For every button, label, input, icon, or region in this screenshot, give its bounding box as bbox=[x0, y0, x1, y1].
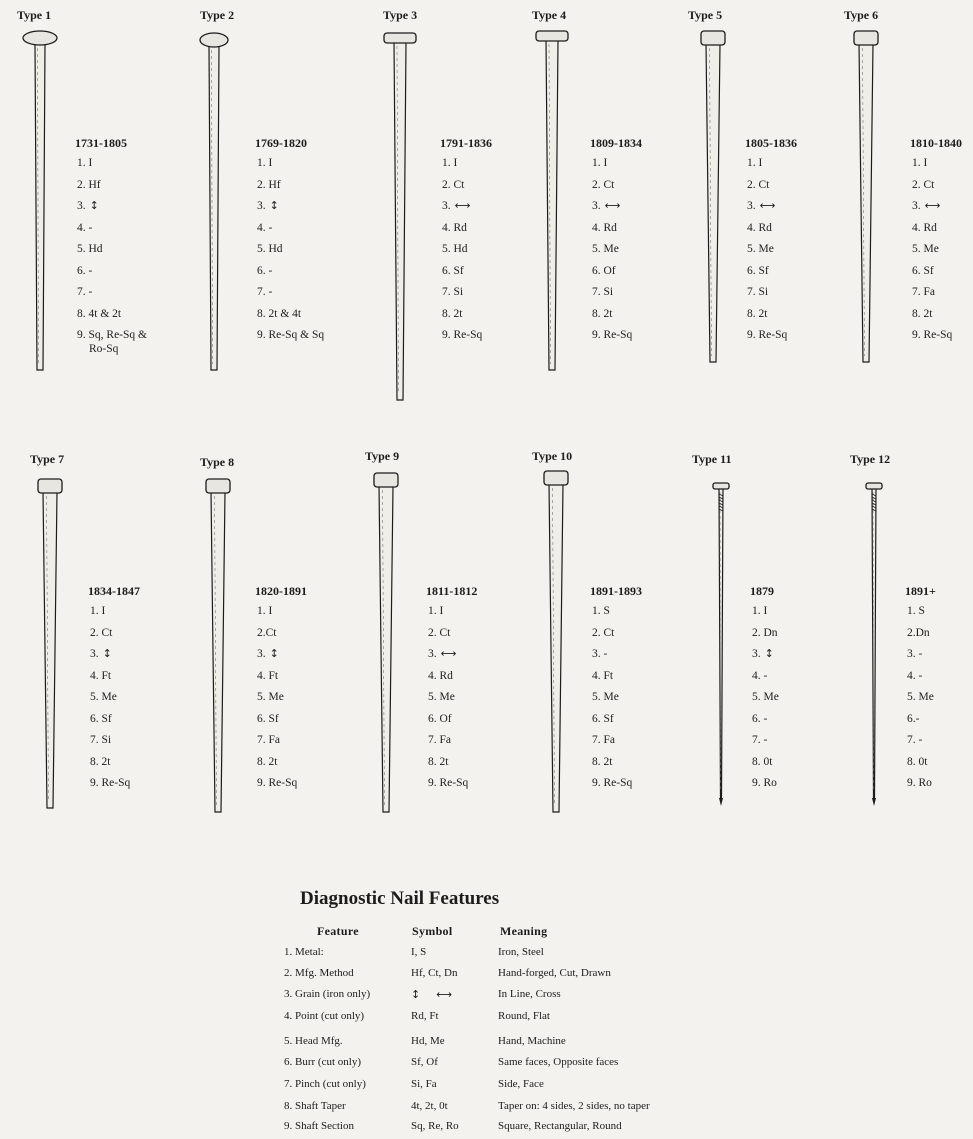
feature-code: 6. - bbox=[257, 264, 273, 277]
nail-head bbox=[713, 483, 729, 489]
feature-code: 7. Fa bbox=[428, 734, 451, 746]
feature-code: 4. - bbox=[907, 669, 923, 682]
date-range: 1891-1893 bbox=[590, 584, 642, 598]
feature-code: 7. - bbox=[77, 286, 93, 298]
date-range: 1769-1820 bbox=[255, 136, 307, 150]
feature-code: 8. 0t bbox=[752, 755, 773, 768]
type-label: Type 10 bbox=[532, 449, 573, 463]
date-range: 1820-1891 bbox=[255, 584, 307, 598]
in-line-grain-arrow-icon: ↕ bbox=[411, 988, 421, 1001]
legend-feature: 7. Pinch (cut only) bbox=[284, 1078, 366, 1090]
feature-code: 6. Sf bbox=[442, 264, 464, 277]
feature-code: 5. Me bbox=[592, 243, 619, 255]
feature-code: 6. Of bbox=[592, 264, 616, 277]
nail-drawing bbox=[526, 470, 586, 822]
type-label: Type 1 bbox=[17, 8, 52, 22]
type-label: Type 12 bbox=[850, 452, 891, 466]
nail-drawing bbox=[522, 30, 582, 380]
nail-drawing bbox=[184, 32, 244, 380]
legend-symbol: Rd, Ft bbox=[411, 1010, 439, 1022]
nail-drawing bbox=[691, 482, 751, 808]
nail-head bbox=[374, 473, 398, 487]
legend-meaning: Hand, Machine bbox=[498, 1035, 566, 1047]
feature-code: 8. 4t & 2t bbox=[77, 307, 122, 320]
feature-code: 2. Ct bbox=[442, 178, 465, 191]
legend-feature: 6. Burr (cut only) bbox=[284, 1056, 361, 1068]
legend-symbol: Hf, Ct, Dn bbox=[411, 967, 458, 979]
nail-head bbox=[206, 479, 230, 493]
nail-drawing bbox=[683, 30, 743, 372]
legend-title: Diagnostic Nail Features bbox=[300, 888, 500, 909]
feature-code: 2. Ct bbox=[428, 626, 451, 639]
type-label: Type 5 bbox=[688, 8, 723, 22]
legend-meaning: Same faces, Opposite faces bbox=[498, 1056, 619, 1068]
date-range: 1834-1847 bbox=[88, 584, 140, 598]
feature-code: 1. I bbox=[912, 157, 928, 169]
legend-header-symbol: Symbol bbox=[412, 924, 453, 938]
legend-symbol: Sf, Of bbox=[411, 1056, 438, 1068]
feature-code: 7. - bbox=[907, 734, 923, 746]
feature-code: 6. - bbox=[77, 264, 93, 277]
cross-grain-arrow-icon: ⟷ bbox=[924, 199, 941, 212]
nail-head bbox=[384, 33, 416, 43]
feature-code: 3.⟷ bbox=[592, 199, 621, 212]
legend-feature: 3. Grain (iron only) bbox=[284, 988, 371, 1000]
feature-code: 7. Si bbox=[90, 734, 112, 746]
nail-shaft bbox=[719, 488, 723, 798]
feature-code: 8. 2t bbox=[592, 755, 613, 768]
nail-head bbox=[544, 471, 568, 485]
date-range: 1810-1840 bbox=[910, 136, 962, 150]
feature-code: 2. Ct bbox=[592, 178, 615, 191]
legend-feature: 2. Mfg. Method bbox=[284, 967, 354, 979]
feature-code: 4. Rd bbox=[442, 221, 467, 234]
feature-code: 2. Ct bbox=[90, 626, 113, 639]
feature-code: 8. 2t bbox=[912, 307, 933, 320]
feature-code: 3.⟷ bbox=[428, 647, 457, 660]
nail-head bbox=[536, 31, 568, 41]
feature-code: 5. Hd bbox=[442, 243, 468, 255]
date-range: 1731-1805 bbox=[75, 136, 127, 150]
type-label: Type 4 bbox=[532, 8, 567, 22]
feature-code: 1. S bbox=[592, 605, 610, 617]
feature-code: 8. 2t bbox=[257, 755, 278, 768]
feature-code: 5. Me bbox=[592, 691, 619, 703]
feature-code: 9. Re-Sq bbox=[592, 329, 633, 341]
legend-symbol: I, S bbox=[411, 946, 427, 958]
feature-code: 3.↕ bbox=[90, 647, 112, 660]
feature-code: 9. Re-Sq bbox=[912, 329, 953, 341]
feature-code: 5. Me bbox=[90, 691, 117, 703]
cross-grain-arrow-icon: ⟷ bbox=[759, 199, 776, 212]
feature-code: 7. - bbox=[257, 286, 273, 298]
feature-code: 3. - bbox=[592, 648, 608, 660]
nail-shaft bbox=[859, 44, 873, 362]
nail-head bbox=[854, 31, 878, 45]
feature-code: 9. Re-Sq bbox=[428, 777, 469, 789]
cross-grain-arrow-icon: ⟷ bbox=[454, 199, 471, 212]
feature-code: 1. I bbox=[428, 605, 444, 617]
feature-code: 8. 2t bbox=[747, 307, 768, 320]
in-line-grain-arrow-icon: ↕ bbox=[269, 647, 279, 660]
cross-grain-arrow-icon: ⟷ bbox=[604, 199, 621, 212]
feature-code: 4. Ft bbox=[90, 669, 112, 682]
feature-code: 3.⟷ bbox=[442, 199, 471, 212]
nail-shaft bbox=[35, 44, 45, 370]
feature-code: 2. Ct bbox=[912, 178, 935, 191]
feature-code: 5. Me bbox=[747, 243, 774, 255]
nail-drawing bbox=[10, 30, 70, 380]
feature-code: 9. Re-Sq bbox=[257, 777, 298, 789]
type-label: Type 8 bbox=[200, 455, 235, 469]
feature-code: 3.↕ bbox=[257, 647, 279, 660]
legend-feature: 5. Head Mfg. bbox=[284, 1035, 343, 1047]
nail-head bbox=[866, 483, 882, 489]
legend-feature: 1. Metal: bbox=[284, 946, 324, 958]
feature-code: 9. Re-Sq bbox=[747, 329, 788, 341]
feature-code: 6.- bbox=[907, 712, 920, 725]
legend-meaning: Side, Face bbox=[498, 1078, 544, 1090]
feature-code: 7. Si bbox=[442, 286, 464, 298]
nail-shaft bbox=[706, 44, 720, 362]
feature-code: 8. 2t bbox=[90, 755, 111, 768]
feature-code: 1. I bbox=[257, 157, 273, 169]
date-range: 1891+ bbox=[905, 584, 936, 598]
nail-drawing bbox=[836, 30, 896, 372]
feature-code: 4. Rd bbox=[912, 221, 937, 234]
feature-code: 1. I bbox=[752, 605, 768, 617]
legend-feature: 9. Shaft Section bbox=[284, 1120, 354, 1132]
type-label: Type 7 bbox=[30, 452, 65, 466]
feature-code: 1. I bbox=[257, 605, 273, 617]
nail-shaft bbox=[379, 486, 393, 812]
nail-tip bbox=[719, 798, 723, 806]
feature-code: 5. Me bbox=[428, 691, 455, 703]
type-label: Type 6 bbox=[844, 8, 879, 22]
feature-code: 3.↕ bbox=[257, 199, 279, 212]
feature-code: 2. Ct bbox=[592, 626, 615, 639]
nail-shaft bbox=[549, 484, 563, 812]
feature-code: 2. Dn bbox=[752, 626, 778, 639]
feature-code: 7. Si bbox=[592, 286, 614, 298]
feature-code: 6. Sf bbox=[257, 712, 279, 725]
nail-head bbox=[23, 31, 57, 45]
feature-code: 1. I bbox=[592, 157, 608, 169]
feature-code: 8. 2t bbox=[592, 307, 613, 320]
feature-code: 4. Ft bbox=[592, 669, 614, 682]
feature-code: 1. I bbox=[77, 157, 93, 169]
feature-code: 4. Rd bbox=[592, 221, 617, 234]
feature-code: 3.↕ bbox=[77, 199, 99, 212]
feature-code: 9. Re-Sq bbox=[592, 777, 633, 789]
feature-code: 7. Fa bbox=[912, 286, 935, 298]
feature-code: 6. Sf bbox=[912, 264, 934, 277]
legend-meaning: Hand-forged, Cut, Drawn bbox=[498, 967, 611, 979]
legend-meaning: Taper on: 4 sides, 2 sides, no taper bbox=[498, 1100, 650, 1112]
feature-code: 1. I bbox=[442, 157, 458, 169]
feature-code: 8. 0t bbox=[907, 755, 928, 768]
cross-grain-arrow-icon: ⟷ bbox=[436, 988, 452, 1001]
date-range: 1791-1836 bbox=[440, 136, 492, 150]
feature-code: 2.Ct bbox=[257, 626, 277, 639]
legend-feature: 4. Point (cut only) bbox=[284, 1010, 365, 1022]
legend-symbol: Si, Fa bbox=[411, 1078, 437, 1090]
feature-code: 4. Ft bbox=[257, 669, 279, 682]
nail-drawing bbox=[188, 478, 248, 822]
nail-shaft bbox=[211, 492, 225, 812]
feature-code: 2. Hf bbox=[77, 178, 101, 191]
feature-code: 5. Me bbox=[912, 243, 939, 255]
in-line-grain-arrow-icon: ↕ bbox=[269, 199, 279, 212]
feature-code: 1. I bbox=[90, 605, 106, 617]
type-label: Type 9 bbox=[365, 449, 400, 463]
in-line-grain-arrow-icon: ↕ bbox=[89, 199, 99, 212]
type-label: Type 2 bbox=[200, 8, 235, 22]
feature-code: 9. Re-Sq & Sq bbox=[257, 329, 325, 341]
feature-code: 7. Si bbox=[747, 286, 769, 298]
type-label: Type 3 bbox=[383, 8, 418, 22]
feature-code: 9. Ro bbox=[752, 777, 777, 789]
cross-grain-arrow-icon: ⟷ bbox=[440, 647, 457, 660]
feature-code: 6. Sf bbox=[747, 264, 769, 277]
nail-tip bbox=[872, 798, 876, 806]
feature-code: 5. Me bbox=[907, 691, 934, 703]
feature-code: 9. Sq, Re-Sq & bbox=[77, 329, 147, 341]
feature-code: 5. Me bbox=[752, 691, 779, 703]
legend-feature: 8. Shaft Taper bbox=[284, 1100, 346, 1112]
feature-code: 2. Hf bbox=[257, 178, 281, 191]
feature-code: 3.⟷ bbox=[912, 199, 941, 212]
legend-meaning: Square, Rectangular, Round bbox=[498, 1120, 622, 1132]
nail-drawing bbox=[370, 32, 430, 410]
feature-code: 7. - bbox=[752, 734, 768, 746]
nail-drawing bbox=[356, 472, 416, 822]
feature-code: 6. Sf bbox=[592, 712, 614, 725]
nail-head bbox=[38, 479, 62, 493]
feature-code: 6. Sf bbox=[90, 712, 112, 725]
feature-code: 9. Re-Sq bbox=[90, 777, 131, 789]
nail-head bbox=[701, 31, 725, 45]
feature-code: 8. 2t bbox=[442, 307, 463, 320]
feature-code: 1. S bbox=[907, 605, 925, 617]
feature-code: Ro-Sq bbox=[89, 343, 119, 355]
date-range: 1879 bbox=[750, 584, 774, 598]
legend-header-feature: Feature bbox=[317, 924, 359, 938]
feature-code: 3.⟷ bbox=[747, 199, 776, 212]
in-line-grain-arrow-icon: ↕ bbox=[764, 647, 774, 660]
nail-shaft bbox=[394, 42, 406, 400]
feature-code: 5. Hd bbox=[257, 243, 283, 255]
nail-shaft bbox=[546, 40, 558, 370]
feature-code: 5. Hd bbox=[77, 243, 103, 255]
feature-code: 4. Rd bbox=[747, 221, 772, 234]
date-range: 1809-1834 bbox=[590, 136, 642, 150]
legend-symbol: Sq, Re, Ro bbox=[411, 1120, 459, 1132]
legend-meaning: In Line, Cross bbox=[498, 988, 561, 1000]
feature-code: 6. Of bbox=[428, 712, 452, 725]
nail-shaft bbox=[43, 492, 57, 808]
feature-code: 4. Rd bbox=[428, 669, 453, 682]
feature-code: 4. - bbox=[257, 221, 273, 234]
nail-drawing bbox=[844, 482, 904, 808]
feature-code: 7. Fa bbox=[257, 734, 280, 746]
feature-code: 3.↕ bbox=[752, 647, 774, 660]
date-range: 1811-1812 bbox=[426, 584, 478, 598]
legend-meaning: Round, Flat bbox=[498, 1010, 550, 1022]
legend-meaning: Iron, Steel bbox=[498, 946, 544, 958]
feature-code: 4. - bbox=[77, 221, 93, 234]
feature-code: 9. Ro bbox=[907, 777, 932, 789]
feature-code: 7. Fa bbox=[592, 734, 615, 746]
feature-code: 3. - bbox=[907, 648, 923, 660]
feature-code: 2. Ct bbox=[747, 178, 770, 191]
legend-symbol: Hd, Me bbox=[411, 1035, 445, 1047]
type-label: Type 11 bbox=[692, 452, 732, 466]
date-range: 1805-1836 bbox=[745, 136, 797, 150]
nail-drawing bbox=[20, 478, 80, 818]
legend-header-meaning: Meaning bbox=[500, 924, 548, 938]
in-line-grain-arrow-icon: ↕ bbox=[102, 647, 112, 660]
legend-symbol: 4t, 2t, 0t bbox=[411, 1100, 448, 1112]
feature-code: 4. - bbox=[752, 669, 768, 682]
legend-symbol bbox=[411, 988, 452, 1001]
feature-code: 1. I bbox=[747, 157, 763, 169]
feature-code: 2.Dn bbox=[907, 626, 930, 639]
feature-code: 9. Re-Sq bbox=[442, 329, 483, 341]
feature-code: 8. 2t bbox=[428, 755, 449, 768]
nail-shaft bbox=[209, 46, 219, 370]
feature-code: 8. 2t & 4t bbox=[257, 307, 302, 320]
nail-shaft bbox=[872, 488, 876, 798]
feature-code: 5. Me bbox=[257, 691, 284, 703]
nail-head bbox=[200, 33, 228, 47]
feature-code: 6. - bbox=[752, 712, 768, 725]
